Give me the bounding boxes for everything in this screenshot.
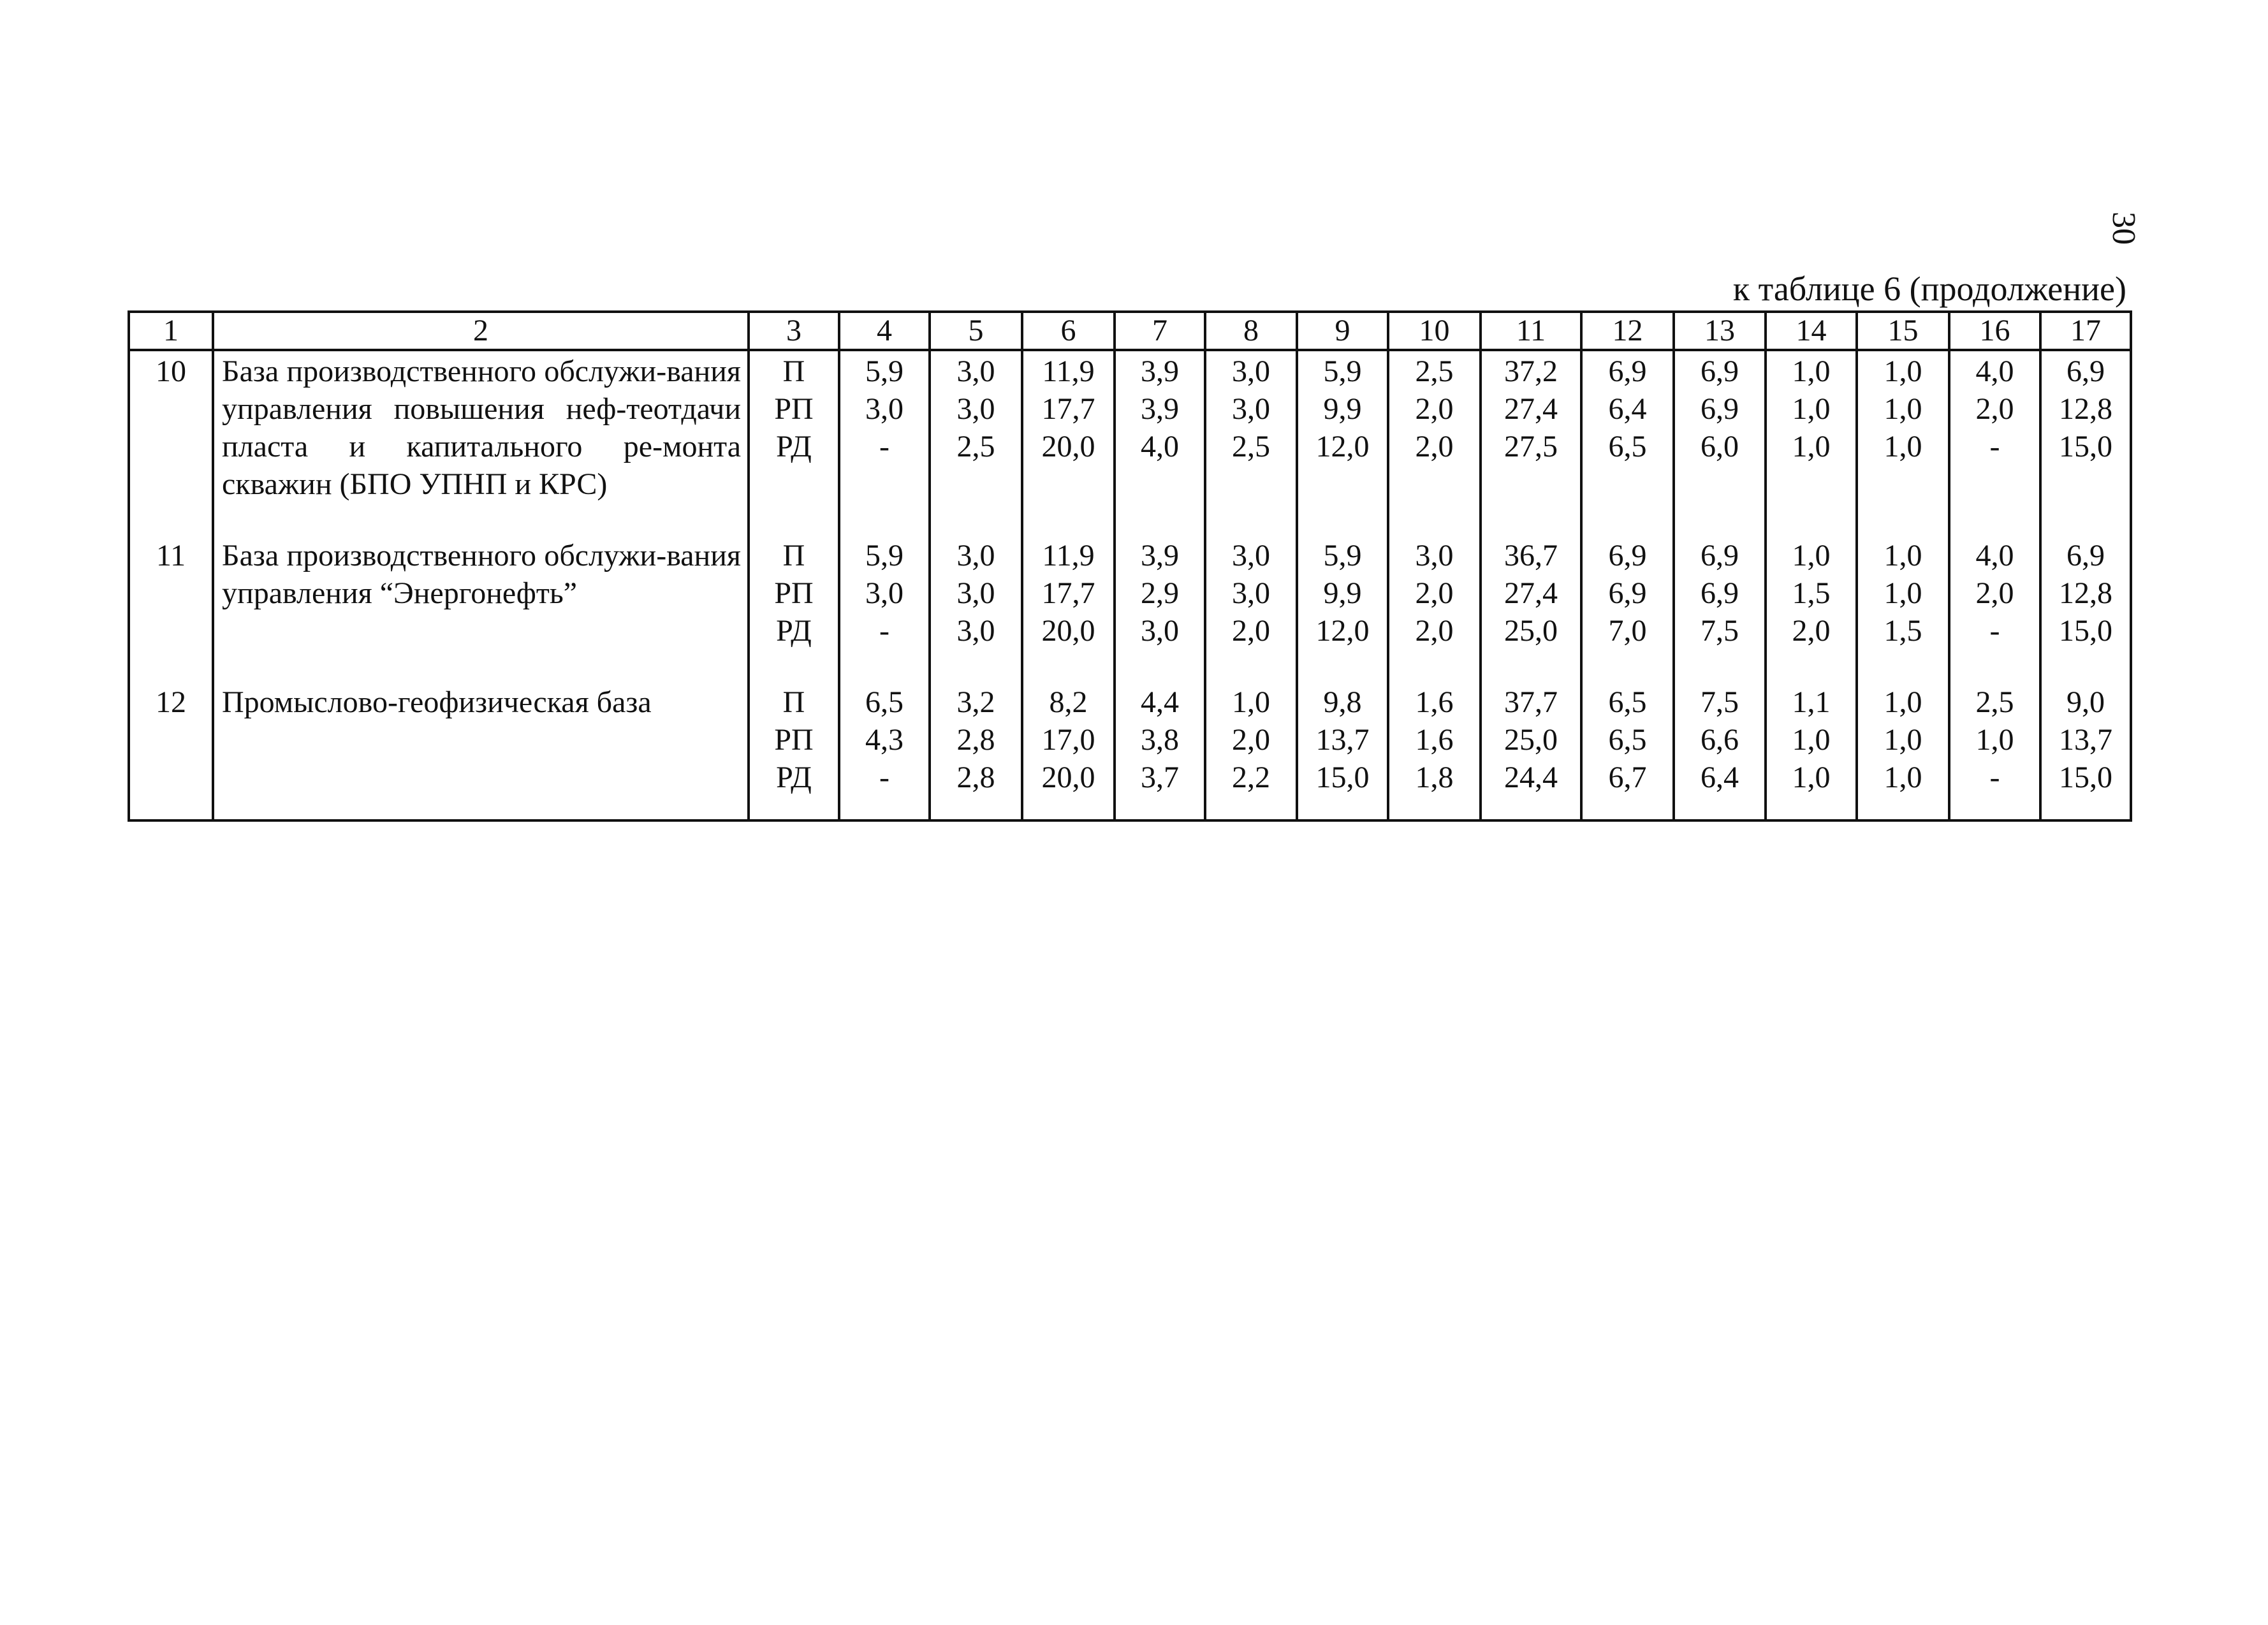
- column-header: 6: [1022, 312, 1115, 350]
- cell-value: 2,5: [1415, 354, 1454, 388]
- cell-value: 2,0: [1415, 430, 1454, 463]
- cell-value: 13,7: [1315, 723, 1370, 757]
- cell-value: 1,6: [1415, 685, 1454, 719]
- spacer-cell: [1674, 796, 1766, 820]
- value-cell: [930, 350, 1022, 503]
- spacer-cell: [749, 503, 839, 536]
- cell-value: 2,5: [1232, 430, 1270, 463]
- value-cell: [839, 682, 930, 796]
- cell-value: 3,0: [1232, 392, 1270, 426]
- value-cell: [1857, 536, 1949, 650]
- cell-value: 2,0: [1415, 576, 1454, 610]
- cell-value: 6,9: [1701, 392, 1739, 426]
- cell-value: 1,6: [1415, 723, 1454, 757]
- condition-type: РД: [776, 430, 812, 463]
- cell-value: 4,3: [865, 723, 904, 757]
- header-row: [129, 312, 2131, 350]
- cell-value: 11,9: [1042, 354, 1095, 388]
- spacer-cell: [2040, 650, 2131, 682]
- cell-value: 6,9: [2067, 354, 2105, 388]
- cell-value: 6,9: [1701, 576, 1739, 610]
- column-header: 4: [839, 312, 930, 350]
- cell-value: 6,5: [865, 685, 904, 719]
- cell-value: 6,5: [1608, 430, 1647, 463]
- spacer-cell: [930, 650, 1022, 682]
- cell-value: 3,8: [1141, 723, 1179, 757]
- cell-value: 24,4: [1504, 761, 1558, 794]
- value-cell: [1297, 682, 1388, 796]
- cell-value: 6,0: [1701, 430, 1739, 463]
- table-row: [129, 350, 2131, 503]
- cell-value: -: [879, 430, 889, 463]
- value-cell: [1205, 536, 1297, 650]
- column-header: 16: [1949, 312, 2040, 350]
- spacer-cell: [1674, 650, 1766, 682]
- column-header: 3: [749, 312, 839, 350]
- spacer-cell: [1766, 503, 1857, 536]
- cell-value: 15,0: [2059, 761, 2112, 794]
- condition-type: РП: [774, 392, 814, 426]
- spacer-cell: [1115, 503, 1205, 536]
- cell-value: 3,0: [956, 576, 995, 610]
- cell-value: 17,7: [1041, 576, 1095, 610]
- cell-value: 1,0: [1792, 392, 1831, 426]
- column-header: 13: [1674, 312, 1766, 350]
- spacer-cell: [749, 796, 839, 820]
- cell-value: 2,5: [1975, 685, 2014, 719]
- cell-value: -: [1989, 430, 2000, 463]
- value-cell: [1766, 682, 1857, 796]
- cell-value: 1,0: [1884, 685, 1922, 719]
- cell-value: 5,9: [865, 539, 904, 572]
- cell-value: 2,0: [1415, 614, 1454, 648]
- facility-name: База производственного обслужи-вания управления повышения неф-теотдачи пласта и капитального ре-монта скважин (БПО УПНП и КРС): [213, 350, 749, 503]
- value-cell: [930, 536, 1022, 650]
- cell-value: 27,4: [1504, 392, 1558, 426]
- spacer-cell: [1481, 503, 1581, 536]
- value-cell: [1674, 682, 1766, 796]
- cell-value: 15,0: [2059, 614, 2112, 648]
- cell-value: 1,0: [1792, 430, 1831, 463]
- table-row: [129, 536, 2131, 650]
- spacer-cell: [930, 796, 1022, 820]
- cell-value: 7,5: [1701, 614, 1739, 648]
- column-header: 8: [1205, 312, 1297, 350]
- spacer-cell: [1857, 503, 1949, 536]
- cell-value: 3,0: [865, 392, 904, 426]
- row-spacer: [129, 650, 2131, 682]
- value-cell: [930, 682, 1022, 796]
- value-cell: [1766, 536, 1857, 650]
- cell-value: 6,7: [1608, 761, 1647, 794]
- cell-value: 3,0: [1141, 614, 1179, 648]
- cell-value: 6,5: [1608, 723, 1647, 757]
- value-cell: [1949, 682, 2040, 796]
- condition-type: П: [782, 539, 805, 572]
- cell-value: 6,9: [1701, 539, 1739, 572]
- value-cell: [1297, 350, 1388, 503]
- cell-value: 1,5: [1884, 614, 1922, 648]
- spacer-cell: [1022, 503, 1115, 536]
- value-cell: [1022, 682, 1115, 796]
- spacer-cell: [1297, 503, 1388, 536]
- column-header: 11: [1481, 312, 1581, 350]
- cell-value: 6,9: [1608, 576, 1647, 610]
- cell-value: 6,9: [1701, 354, 1739, 388]
- cell-value: 1,5: [1792, 576, 1831, 610]
- spacer-cell: [213, 503, 749, 536]
- cell-value: 3,0: [956, 614, 995, 648]
- table-row: [129, 682, 2131, 796]
- spacer-cell: [1115, 650, 1205, 682]
- spacer-cell: [1388, 503, 1481, 536]
- cell-value: 1,1: [1792, 685, 1831, 719]
- spacer-cell: [2040, 503, 2131, 536]
- cell-value: 20,0: [1041, 614, 1095, 648]
- value-cell: [1388, 350, 1481, 503]
- cell-value: 9,9: [1323, 392, 1362, 426]
- condition-type: РД: [776, 614, 812, 648]
- value-cell: [1115, 350, 1205, 503]
- cell-value: 1,0: [1884, 539, 1922, 572]
- value-cell: [1481, 350, 1581, 503]
- cell-value: 2,0: [1415, 392, 1454, 426]
- cell-value: 12,0: [1315, 430, 1370, 463]
- row-spacer: [129, 503, 2131, 536]
- cell-value: 12,8: [2059, 576, 2112, 610]
- cell-value: 4,0: [1141, 430, 1179, 463]
- value-cell: [1949, 350, 2040, 503]
- spacer-cell: [1205, 503, 1297, 536]
- spacer-cell: [1481, 796, 1581, 820]
- cell-value: 1,0: [1792, 354, 1831, 388]
- spacer-cell: [1857, 796, 1949, 820]
- cell-value: 3,0: [1232, 576, 1270, 610]
- condition-type: П: [782, 354, 805, 388]
- condition-type: П: [782, 685, 805, 719]
- cell-value: 1,0: [1975, 723, 2014, 757]
- cell-value: 12,0: [1315, 614, 1370, 648]
- cell-value: 4,0: [1975, 354, 2014, 388]
- cell-value: 9,0: [2067, 685, 2105, 719]
- column-header: 9: [1297, 312, 1388, 350]
- facility-name: Промыслово-геофизическая база: [213, 682, 749, 796]
- column-header: 7: [1115, 312, 1205, 350]
- value-cell: [1674, 536, 1766, 650]
- spacer-cell: [1388, 796, 1481, 820]
- spacer-cell: [129, 650, 213, 682]
- condition-type: РД: [776, 761, 812, 794]
- column-header: 17: [2040, 312, 2131, 350]
- cell-value: -: [879, 761, 889, 794]
- cell-value: 3,0: [1232, 539, 1270, 572]
- condition-type-cell: [749, 536, 839, 650]
- condition-type: РП: [774, 723, 814, 757]
- cell-value: 1,0: [1792, 761, 1831, 794]
- cell-value: 6,9: [1608, 539, 1647, 572]
- cell-value: 2,0: [1792, 614, 1831, 648]
- spacer-cell: [1766, 796, 1857, 820]
- cell-value: 25,0: [1504, 723, 1558, 757]
- cell-value: -: [879, 614, 889, 648]
- facility-name: База производственного обслужи-вания управления “Энергонефть”: [213, 536, 749, 650]
- cell-value: 1,0: [1792, 539, 1831, 572]
- value-cell: [1481, 536, 1581, 650]
- cell-value: 17,7: [1041, 392, 1095, 426]
- value-cell: [1581, 536, 1674, 650]
- row-spacer: [129, 796, 2131, 820]
- cell-value: 2,5: [956, 430, 995, 463]
- spacer-cell: [1297, 650, 1388, 682]
- cell-value: 6,5: [1608, 685, 1647, 719]
- cell-value: 27,5: [1504, 430, 1558, 463]
- cell-value: 3,0: [865, 576, 904, 610]
- cell-value: 37,2: [1504, 354, 1558, 388]
- page-number: 30: [2105, 212, 2142, 245]
- cell-value: 6,4: [1701, 761, 1739, 794]
- value-cell: [839, 536, 930, 650]
- spacer-cell: [1949, 796, 2040, 820]
- column-header: 15: [1857, 312, 1949, 350]
- row-number: 12: [129, 682, 213, 796]
- column-header: 14: [1766, 312, 1857, 350]
- value-cell: [1949, 536, 2040, 650]
- cell-value: 1,0: [1884, 392, 1922, 426]
- cell-value: 4,4: [1141, 685, 1179, 719]
- spacer-cell: [1949, 650, 2040, 682]
- cell-value: 2,8: [956, 723, 995, 757]
- cell-value: 5,9: [865, 354, 904, 388]
- row-number: 10: [129, 350, 213, 503]
- condition-type: РП: [774, 576, 814, 610]
- spacer-cell: [213, 650, 749, 682]
- cell-value: 12,8: [2059, 392, 2112, 426]
- value-cell: [1388, 682, 1481, 796]
- cell-value: 3,9: [1141, 354, 1179, 388]
- spacer-cell: [839, 503, 930, 536]
- cell-value: 36,7: [1504, 539, 1558, 572]
- cell-value: 3,0: [956, 354, 995, 388]
- cell-value: 3,7: [1141, 761, 1179, 794]
- spacer-cell: [1674, 503, 1766, 536]
- cell-value: 1,0: [1792, 723, 1831, 757]
- value-cell: [1115, 536, 1205, 650]
- cell-value: 6,6: [1701, 723, 1739, 757]
- cell-value: 15,0: [1315, 761, 1370, 794]
- cell-value: 37,7: [1504, 685, 1558, 719]
- cell-value: 3,0: [956, 392, 995, 426]
- spacer-cell: [2040, 796, 2131, 820]
- cell-value: 17,0: [1041, 723, 1095, 757]
- value-cell: [1481, 682, 1581, 796]
- cell-value: 9,8: [1323, 685, 1362, 719]
- value-cell: [1857, 682, 1949, 796]
- spacer-cell: [1115, 796, 1205, 820]
- value-cell: [839, 350, 930, 503]
- cell-value: 2,8: [956, 761, 995, 794]
- cell-value: 2,0: [1232, 614, 1270, 648]
- spacer-cell: [1481, 650, 1581, 682]
- spacer-cell: [1205, 650, 1297, 682]
- spacer-cell: [1766, 650, 1857, 682]
- cell-value: 1,0: [1232, 685, 1270, 719]
- spacer-cell: [1857, 650, 1949, 682]
- spacer-cell: [839, 796, 930, 820]
- cell-value: 1,0: [1884, 576, 1922, 610]
- value-cell: [1205, 682, 1297, 796]
- value-cell: [1022, 536, 1115, 650]
- cell-value: 11,9: [1042, 539, 1095, 572]
- value-cell: [1022, 350, 1115, 503]
- column-header: 5: [930, 312, 1022, 350]
- cell-value: 3,9: [1141, 539, 1179, 572]
- cell-value: 20,0: [1041, 430, 1095, 463]
- cell-value: 20,0: [1041, 761, 1095, 794]
- cell-value: 1,0: [1884, 430, 1922, 463]
- cell-value: 1,8: [1415, 761, 1454, 794]
- spacer-cell: [1022, 650, 1115, 682]
- cell-value: 6,9: [1608, 354, 1647, 388]
- condition-type-cell: [749, 682, 839, 796]
- spacer-cell: [1388, 650, 1481, 682]
- value-cell: [1766, 350, 1857, 503]
- cell-value: 5,9: [1323, 354, 1362, 388]
- spacer-cell: [1297, 796, 1388, 820]
- value-cell: [1205, 350, 1297, 503]
- spacer-cell: [1022, 796, 1115, 820]
- spacer-cell: [213, 796, 749, 820]
- table-caption: к таблице 6 (продолжение): [1732, 270, 2126, 308]
- cell-value: 3,0: [956, 539, 995, 572]
- spacer-cell: [129, 796, 213, 820]
- data-table: [128, 310, 2132, 822]
- column-header: 12: [1581, 312, 1674, 350]
- cell-value: 3,0: [1415, 539, 1454, 572]
- spacer-cell: [1949, 503, 2040, 536]
- value-cell: [1297, 536, 1388, 650]
- cell-value: 9,9: [1323, 576, 1362, 610]
- cell-value: 2,2: [1232, 761, 1270, 794]
- cell-value: 1,0: [1884, 354, 1922, 388]
- value-cell: [2040, 536, 2131, 650]
- spacer-cell: [129, 503, 213, 536]
- cell-value: -: [1989, 761, 2000, 794]
- column-header: 1: [129, 312, 213, 350]
- cell-value: -: [1989, 614, 2000, 648]
- column-header: 2: [213, 312, 749, 350]
- spacer-cell: [749, 650, 839, 682]
- cell-value: 27,4: [1504, 576, 1558, 610]
- cell-value: 2,9: [1141, 576, 1179, 610]
- cell-value: 1,0: [1884, 761, 1922, 794]
- value-cell: [1115, 682, 1205, 796]
- value-cell: [2040, 350, 2131, 503]
- cell-value: 25,0: [1504, 614, 1558, 648]
- cell-value: 3,0: [1232, 354, 1270, 388]
- value-cell: [1581, 350, 1674, 503]
- cell-value: 2,0: [1975, 576, 2014, 610]
- cell-value: 13,7: [2059, 723, 2112, 757]
- cell-value: 7,5: [1701, 685, 1739, 719]
- cell-value: 3,2: [956, 685, 995, 719]
- value-cell: [2040, 682, 2131, 796]
- cell-value: 4,0: [1975, 539, 2014, 572]
- value-cell: [1581, 682, 1674, 796]
- spacer-cell: [1581, 503, 1674, 536]
- spacer-cell: [839, 650, 930, 682]
- spacer-cell: [1581, 796, 1674, 820]
- value-cell: [1857, 350, 1949, 503]
- cell-value: 6,9: [2067, 539, 2105, 572]
- cell-value: 2,0: [1232, 723, 1270, 757]
- value-cell: [1674, 350, 1766, 503]
- cell-value: 1,0: [1884, 723, 1922, 757]
- spacer-cell: [1205, 796, 1297, 820]
- cell-value: 2,0: [1975, 392, 2014, 426]
- column-header: 10: [1388, 312, 1481, 350]
- cell-value: 5,9: [1323, 539, 1362, 572]
- cell-value: 8,2: [1049, 685, 1088, 719]
- condition-type-cell: [749, 350, 839, 503]
- spacer-cell: [1581, 650, 1674, 682]
- value-cell: [1388, 536, 1481, 650]
- cell-value: 3,9: [1141, 392, 1179, 426]
- spacer-cell: [930, 503, 1022, 536]
- row-number: 11: [129, 536, 213, 650]
- cell-value: 7,0: [1608, 614, 1647, 648]
- cell-value: 15,0: [2059, 430, 2112, 463]
- cell-value: 6,4: [1608, 392, 1647, 426]
